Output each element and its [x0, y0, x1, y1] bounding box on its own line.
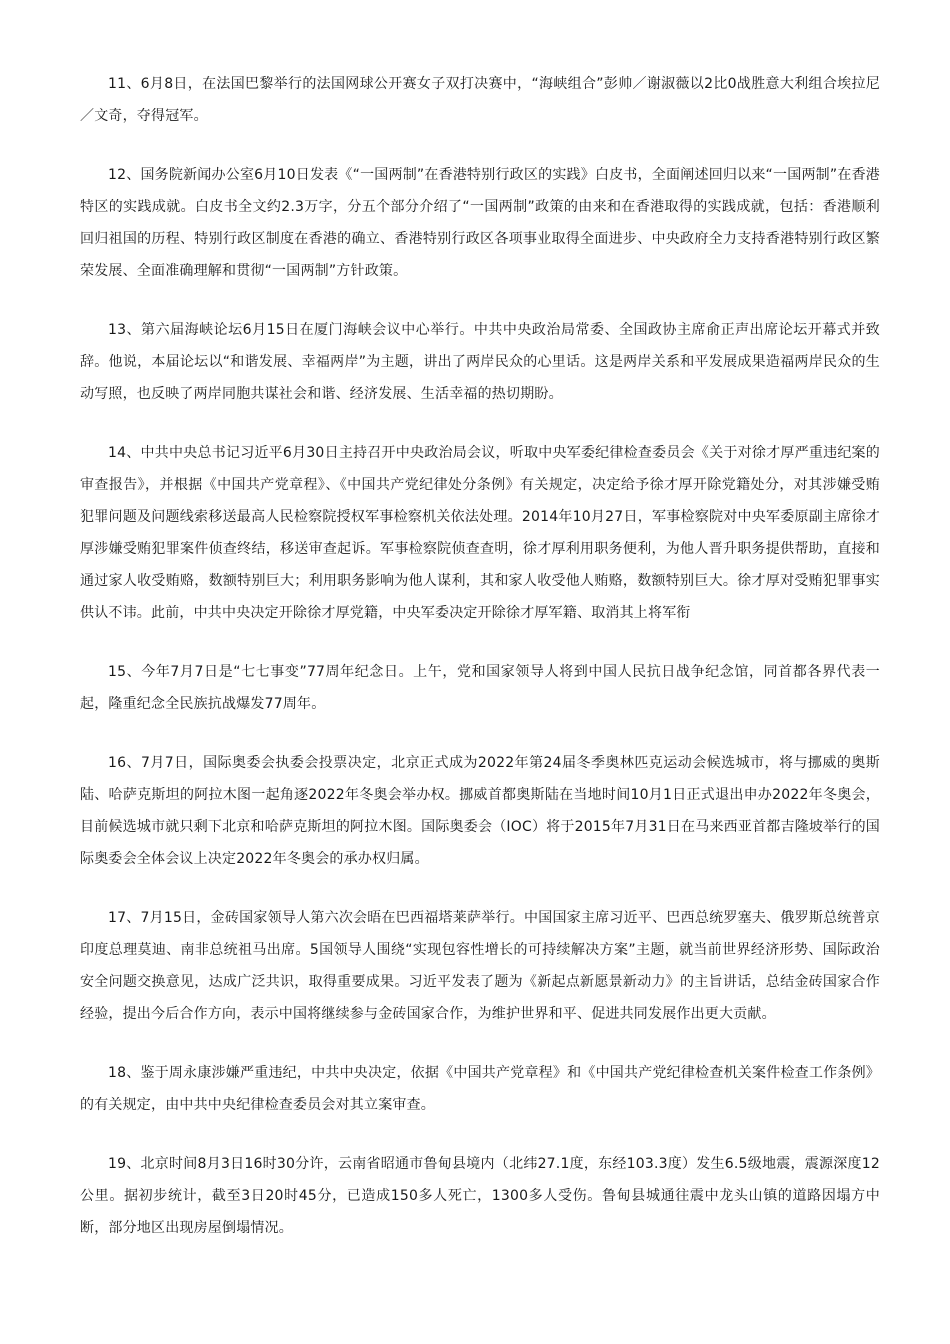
paragraph-item-13: 13、第六届海峡论坛6月15日在厦门海峡会议中心举行。中共中央政治局常委、全国政协主席俞正声出席论坛开幕式并致辞。他说，本届论坛以“和谐发展、幸福两岸”为主题，讲出了两岸民众的心里话。这是两岸关系和平发展成果造福两岸民众的生动写照，也反映了两岸同胞共谋社会和谐、经济发展、生活幸福的热切期盼。 [80, 322, 880, 402]
paragraph-item-12: 12、国务院新闻办公室6月10日发表《“一国两制”在香港特别行政区的实践》白皮书，全面阐述回归以来“一国两制”在香港特区的实践成就。白皮书全文约2.3万字，分五个部分介绍了“一国两制”政策的由来和在香港取得的实践成就，包括：香港顺利回归祖国的历程、特别行政区制度在香港的确立、香港特别行政区各项事业取得全面进步、中央政府全力支持香港特别行政区繁荣发展、全面准确理解和贯彻“一国两制”方针政策。 [80, 167, 880, 279]
paragraph-item-14: 14、中共中央总书记习近平6月30日主持召开中央政治局会议，听取中央军委纪律检查委员会《关于对徐才厚严重违纪案的审查报告》，并根据《中国共产党章程》、《中国共产党纪律处分条例》有关规定，决定给予徐才厚开除党籍处分，对其涉嫌受贿犯罪问题及问题线索移送最高人民检察院授权军事检察机关依法处理。2014年10月27日，军事检察院对中央军委原副主席徐才厚涉嫌受贿犯罪案件侦查终结，移送审查起诉。军事检察院侦查查明，徐才厚利用职务便利，为他人晋升职务提供帮助，直接和通过家人收受贿赂，数额特别巨大；利用职务影响为他人谋利，其和家人收受他人贿赂，数额特别巨大。徐才厚对受贿犯罪事实供认不讳。此前，中共中央决定开除徐才厚党籍，中央军委决定开除徐才厚军籍、取消其上将军衔 [80, 445, 880, 621]
document-body [80, 68, 880, 1271]
paragraph-item-11: 11、6月8日，在法国巴黎举行的法国网球公开赛女子双打决赛中，“海峡组合”彭帅／谢淑薇以2比0战胜意大利组合埃拉尼／文奇，夺得冠军。 [80, 76, 880, 124]
paragraph-item-18: 18、鉴于周永康涉嫌严重违纪，中共中央决定，依据《中国共产党章程》和《中国共产党纪律检查机关案件检查工作条例》的有关规定，由中共中央纪律检查委员会对其立案审查。 [80, 1065, 880, 1113]
paragraph-item-17: 17、7月15日，金砖国家领导人第六次会晤在巴西福塔莱萨举行。中国国家主席习近平、巴西总统罗塞夫、俄罗斯总统普京印度总理莫迪、南非总统祖马出席。5国领导人围绕“实现包容性增长的可持续解决方案”主题，就当前世界经济形势、国际政治安全问题交换意见，达成广泛共识，取得重要成果。习近平发表了题为《新起点新愿景新动力》的主旨讲话，总结金砖国家合作经验，提出今后合作方向，表示中国将继续参与金砖国家合作，为维护世界和平、促进共同发展作出更大贡献。 [80, 910, 880, 1022]
paragraph-item-19: 19、北京时间8月3日16时30分许，云南省昭通市鲁甸县境内（北纬27.1度，东经103.3度）发生6.5级地震，震源深度12公里。据初步统计，截至3日20时45分，已造成150多人死亡，1300多人受伤。鲁甸县城通往震中龙头山镇的道路因塌方中断，部分地区出现房屋倒塌情况。 [80, 1156, 880, 1236]
paragraph-item-15: 15、今年7月7日是“七七事变”77周年纪念日。上午，党和国家领导人将到中国人民抗日战争纪念馆，同首都各界代表一起，隆重纪念全民族抗战爆发77周年。 [80, 664, 880, 712]
paragraph-item-16: 16、7月7日，国际奥委会执委会投票决定，北京正式成为2022年第24届冬季奥林匹克运动会候选城市，将与挪威的奥斯陆、哈萨克斯坦的阿拉木图一起角逐2022年冬奥会举办权。挪威首都奥斯陆在当地时间10月1日正式退出申办2022年冬奥会，目前候选城市就只剩下北京和哈萨克斯坦的阿拉木图。国际奥委会（IOC）将于2015年7月31日在马来西亚首都吉隆坡举行的国际奥委会全体会议上决定2022年冬奥会的承办权归属。 [80, 755, 880, 867]
